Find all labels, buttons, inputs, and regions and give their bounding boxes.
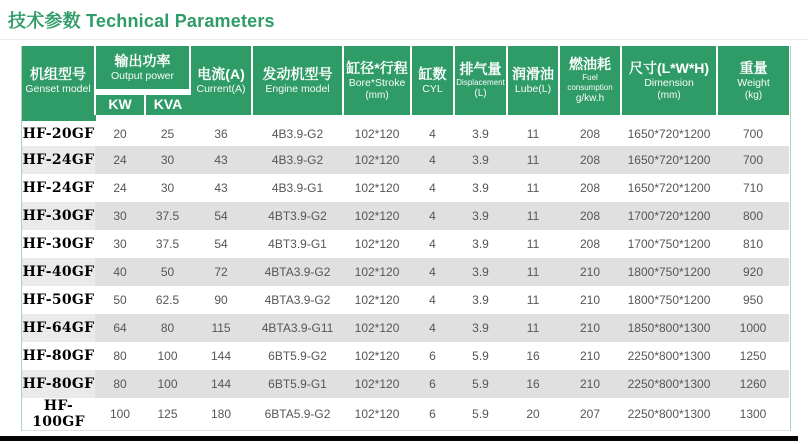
value-cell: 208 — [580, 126, 601, 141]
value-cell: 11 — [526, 126, 540, 141]
value-cell: 208 — [580, 237, 601, 251]
genset-model-cell: HF-80GF — [22, 370, 95, 398]
header-fuel-cn: 燃油耗 — [569, 56, 612, 72]
value-cell: 50 — [113, 293, 127, 307]
value-cell: 16 — [526, 349, 540, 363]
value-cell: 210 — [580, 265, 601, 279]
value-cell: 6BT5.9-G2 — [268, 349, 327, 363]
value-cell: 4 — [429, 293, 436, 307]
value-cell: 5.9 — [454, 398, 507, 431]
value-cell: 920 — [743, 265, 764, 279]
value-cell: 11 — [526, 181, 540, 195]
table-row — [22, 202, 789, 230]
value-cell: 4BTA3.9-G2 — [264, 265, 331, 279]
table-row — [22, 286, 789, 314]
value-cell: 24 — [113, 181, 127, 195]
genset-model-cell: HF-64GF — [22, 314, 95, 342]
value-cell: 80 — [160, 321, 175, 335]
value-cell: 210 — [580, 321, 601, 335]
value-cell: 6 — [429, 349, 436, 363]
value-cell: 4 — [429, 237, 436, 251]
value-cell: 700 — [743, 153, 764, 167]
spec-table — [22, 46, 789, 431]
value-cell: 1650*720*1200 — [627, 181, 711, 195]
value-cell: 30 — [113, 209, 127, 223]
header-displacement — [454, 46, 507, 118]
value-cell: 1650*720*1200 — [627, 126, 711, 141]
header-kva — [145, 92, 190, 118]
value-cell: 1700*750*1200 — [627, 237, 711, 251]
value-cell: 4BT3.9-G2 — [268, 209, 327, 223]
value-cell: 24 — [113, 153, 127, 167]
value-cell: 102*120 — [354, 126, 400, 141]
table-row — [22, 342, 789, 370]
value-cell: 3.9 — [472, 265, 489, 279]
value-cell: 1000 — [739, 321, 767, 335]
value-cell: 2250*800*1300 — [621, 398, 717, 431]
header-output-power — [95, 46, 190, 92]
header-kva-label: KVA — [153, 96, 183, 112]
header-cyl-en: CYL — [422, 82, 443, 95]
value-cell: 3.9 — [472, 153, 489, 167]
value-cell: 3.9 — [472, 293, 489, 307]
value-cell: 30 — [113, 237, 127, 251]
value-cell: 90 — [214, 293, 228, 307]
header-fuel-consumption — [559, 46, 621, 118]
table-header — [22, 46, 789, 118]
header-bore-unit: (mm) — [365, 89, 389, 101]
header-fuel-en: Fuel consumption — [567, 73, 613, 92]
genset-model-cell: HF-30GF — [22, 202, 95, 230]
value-cell: 102*120 — [354, 377, 400, 391]
value-cell: 16 — [526, 377, 540, 391]
header-lube — [507, 46, 559, 118]
value-cell: 54 — [214, 237, 228, 251]
value-cell: 102*120 — [354, 321, 400, 335]
value-cell: 800 — [743, 209, 764, 223]
value-cell: 4 — [429, 265, 436, 279]
value-cell: 208 — [580, 209, 601, 223]
technical-parameters-table — [21, 46, 791, 431]
header-displacement-en: Displacement — [456, 78, 505, 87]
value-cell: 1850*800*1300 — [627, 321, 711, 335]
header-genset-cn: 机组型号 — [30, 65, 86, 82]
table-row — [22, 258, 789, 286]
value-cell: 1300 — [717, 398, 789, 431]
value-cell: 11 — [526, 321, 540, 335]
value-cell: 25 — [160, 126, 175, 141]
value-cell: 144 — [211, 377, 232, 391]
header-lube-cn: 润滑油 — [512, 65, 555, 82]
value-cell: 6BTA5.9-G2 — [252, 398, 343, 431]
header-engine-cn: 发动机型号 — [262, 65, 333, 82]
value-cell: 102*120 — [354, 181, 400, 195]
value-cell: 100 — [157, 377, 178, 391]
header-weight-cn: 重量 — [739, 59, 768, 76]
genset-model-cell: HF-50GF — [22, 292, 95, 308]
table-row — [22, 118, 789, 146]
value-cell: 102*120 — [354, 349, 400, 363]
value-cell: 1260 — [739, 377, 767, 391]
value-cell: 20 — [507, 398, 559, 431]
header-weight-unit: (kg) — [744, 89, 763, 101]
genset-model-cell: HF-40GF — [22, 258, 95, 286]
genset-model-cell: HF-24GF — [22, 180, 95, 196]
value-cell: 207 — [559, 398, 621, 431]
header-current-en: Current(A) — [196, 82, 246, 95]
value-cell: 11 — [526, 293, 540, 307]
genset-model-cell: HF-100GF — [22, 398, 95, 431]
value-cell: 3.9 — [472, 209, 489, 223]
header-dimension-unit: (mm) — [657, 89, 681, 101]
value-cell: 1650*720*1200 — [627, 153, 711, 167]
value-cell: 125 — [145, 398, 190, 431]
value-cell: 3.9 — [472, 181, 489, 195]
value-cell: 37.5 — [155, 237, 180, 251]
table-row — [22, 230, 789, 258]
value-cell: 4B3.9-G2 — [271, 126, 324, 141]
value-cell: 102*120 — [354, 209, 400, 223]
value-cell: 3.9 — [472, 126, 489, 141]
value-cell: 102*120 — [354, 153, 400, 167]
value-cell: 1800*750*1200 — [627, 265, 711, 279]
header-displacement-unit: (L) — [474, 88, 487, 99]
header-cyl — [411, 46, 454, 118]
value-cell: 20 — [113, 126, 127, 141]
header-weight — [717, 46, 789, 118]
value-cell: 208 — [580, 153, 601, 167]
title-divider — [0, 39, 808, 40]
value-cell: 11 — [526, 209, 540, 223]
header-dimension — [621, 46, 717, 118]
value-cell: 4 — [429, 126, 436, 141]
header-bore-en: Bore*Stroke — [348, 76, 406, 89]
header-output-power-en: Output power — [110, 69, 175, 82]
value-cell: 64 — [113, 321, 127, 335]
value-cell: 950 — [743, 293, 764, 307]
header-bore-stroke — [343, 46, 411, 118]
value-cell: 30 — [160, 153, 175, 167]
header-lube-en: Lube(L) — [514, 82, 552, 95]
header-cyl-cn: 缸数 — [418, 65, 447, 82]
header-engine-model — [252, 46, 343, 118]
page-title: 技术参数 Technical Parameters — [8, 11, 275, 31]
value-cell: 11 — [526, 153, 540, 167]
value-cell: 6 — [411, 398, 454, 431]
table-row — [22, 398, 789, 431]
genset-model-cell: HF-24GF — [22, 146, 95, 174]
table-row — [22, 146, 789, 174]
value-cell: 100 — [95, 398, 145, 431]
value-cell: 1250 — [739, 349, 767, 363]
table-row — [22, 314, 789, 342]
value-cell: 6 — [429, 377, 436, 391]
value-cell: 80 — [113, 349, 127, 363]
value-cell: 62.5 — [155, 293, 180, 307]
value-cell: 100 — [157, 349, 178, 363]
header-current — [190, 46, 252, 118]
genset-model-cell: HF-20GF — [22, 125, 95, 142]
header-engine-en: Engine model — [265, 82, 330, 95]
value-cell: 2250*800*1300 — [627, 349, 711, 363]
table-row — [22, 370, 789, 398]
value-cell: 144 — [211, 349, 232, 363]
value-cell: 4BT3.9-G1 — [268, 237, 327, 251]
value-cell: 4 — [429, 153, 436, 167]
value-cell: 4BTA3.9-G11 — [261, 321, 334, 335]
value-cell: 810 — [743, 237, 764, 251]
value-cell: 210 — [580, 377, 601, 391]
table-body — [22, 118, 789, 431]
genset-model-cell: HF-30GF — [22, 236, 95, 252]
value-cell: 4B3.9-G2 — [271, 153, 324, 167]
value-cell: 208 — [580, 181, 601, 195]
value-cell: 210 — [580, 349, 601, 363]
value-cell: 43 — [214, 153, 228, 167]
header-fuel-unit: g/kw.h — [575, 93, 605, 104]
value-cell: 3.9 — [472, 237, 489, 251]
value-cell: 30 — [160, 181, 175, 195]
header-output-power-cn: 输出功率 — [114, 52, 171, 69]
value-cell: 6BT5.9-G1 — [268, 377, 327, 391]
genset-model-cell: HF-80GF — [22, 348, 95, 364]
value-cell: 102*120 — [354, 293, 400, 307]
header-displacement-cn: 排气量 — [459, 61, 502, 77]
value-cell: 72 — [214, 265, 228, 279]
value-cell: 1700*720*1200 — [627, 209, 711, 223]
value-cell: 2250*800*1300 — [627, 377, 711, 391]
value-cell: 1800*750*1200 — [627, 293, 711, 307]
header-current-cn: 电流(A) — [197, 65, 245, 82]
header-genset-en: Genset model — [25, 82, 91, 95]
header-dimension-cn: 尺寸(L*W*H) — [628, 59, 710, 76]
value-cell: 4 — [429, 321, 436, 335]
value-cell: 710 — [743, 181, 764, 195]
value-cell: 40 — [113, 265, 127, 279]
value-cell: 11 — [526, 237, 540, 251]
value-cell: 43 — [214, 181, 228, 195]
value-cell: 36 — [214, 126, 228, 141]
header-kw — [95, 92, 145, 118]
value-cell: 11 — [526, 265, 540, 279]
value-cell: 5.9 — [472, 377, 489, 391]
value-cell: 102*120 — [354, 237, 400, 251]
value-cell: 37.5 — [155, 209, 180, 223]
header-kw-label: KW — [108, 96, 132, 112]
header-bore-cn: 缸径*行程 — [346, 59, 408, 76]
header-genset-model — [22, 46, 95, 118]
value-cell: 4B3.9-G1 — [271, 181, 324, 195]
bottom-rule-bar — [0, 436, 798, 441]
value-cell: 4 — [429, 209, 436, 223]
value-cell: 80 — [113, 377, 127, 391]
header-weight-en: Weight — [737, 76, 770, 89]
value-cell: 4BTA3.9-G2 — [264, 293, 331, 307]
value-cell: 210 — [580, 293, 601, 307]
value-cell: 54 — [214, 209, 228, 223]
value-cell: 50 — [160, 265, 175, 279]
value-cell: 102*120 — [354, 265, 400, 279]
value-cell: 180 — [190, 398, 252, 431]
table-row — [22, 174, 789, 202]
value-cell: 102*120 — [343, 398, 411, 431]
header-dimension-en: Dimension — [644, 76, 694, 89]
value-cell: 5.9 — [472, 349, 489, 363]
value-cell: 700 — [743, 126, 764, 141]
value-cell: 4 — [429, 181, 436, 195]
value-cell: 115 — [211, 321, 231, 335]
value-cell: 3.9 — [472, 321, 489, 335]
